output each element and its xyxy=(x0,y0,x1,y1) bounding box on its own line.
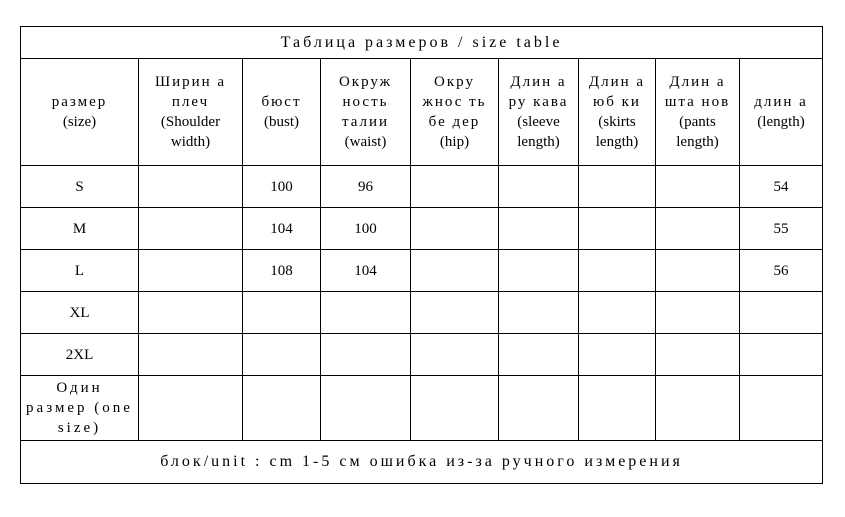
header-label-ru: длин а xyxy=(754,94,808,110)
header-label-ru: Длин а шта нов xyxy=(664,74,731,110)
value-cell xyxy=(411,376,499,441)
value-cell xyxy=(740,376,823,441)
value-cell xyxy=(321,334,411,376)
header-cell xyxy=(656,59,740,166)
value-cell xyxy=(579,208,656,250)
value-cell xyxy=(499,292,579,334)
table-row xyxy=(21,166,823,208)
header-label-en: (waist) xyxy=(344,134,387,150)
value-cell xyxy=(740,292,823,334)
header-label-en: (pants length) xyxy=(676,114,719,150)
header-label-ru: Окру жнос ть бе дер xyxy=(422,74,487,130)
value-cell xyxy=(579,292,656,334)
header-cell xyxy=(499,59,579,166)
value-cell xyxy=(411,334,499,376)
table-row xyxy=(21,292,823,334)
header-label-en: (size) xyxy=(62,114,97,130)
header-label-en: (bust) xyxy=(264,114,299,130)
value-cell xyxy=(579,334,656,376)
value-cell xyxy=(656,334,740,376)
value-cell xyxy=(499,376,579,441)
value-cell xyxy=(740,334,823,376)
value-cell xyxy=(656,250,740,292)
header-label-ru: Ширин а плеч xyxy=(154,74,227,110)
value-cell xyxy=(139,166,243,208)
table-row xyxy=(21,250,823,292)
header-label-ru: размер xyxy=(51,94,108,110)
value-cell xyxy=(656,376,740,441)
size-cell: Один размер (one size) xyxy=(21,376,139,441)
value-cell: 56 xyxy=(740,250,823,292)
value-cell xyxy=(656,208,740,250)
size-cell: S xyxy=(21,166,139,208)
table-row xyxy=(21,334,823,376)
value-cell: 108 xyxy=(243,250,321,292)
value-cell: 104 xyxy=(243,208,321,250)
value-cell: 100 xyxy=(243,166,321,208)
header-label-ru: Длин а ру кава xyxy=(508,74,569,110)
value-cell xyxy=(499,250,579,292)
value-cell xyxy=(579,166,656,208)
size-cell: M xyxy=(21,208,139,250)
value-cell xyxy=(243,292,321,334)
value-cell xyxy=(579,250,656,292)
header-row xyxy=(21,59,823,166)
value-cell xyxy=(411,208,499,250)
value-cell xyxy=(139,334,243,376)
value-cell xyxy=(139,376,243,441)
value-cell xyxy=(139,250,243,292)
header-label-en: (hip) xyxy=(439,134,470,150)
value-cell xyxy=(499,166,579,208)
value-cell xyxy=(243,376,321,441)
header-cell xyxy=(321,59,411,166)
header-label-en: (Shoulder width) xyxy=(160,114,221,150)
header-cell xyxy=(579,59,656,166)
header-label-en: (sleeve length) xyxy=(517,114,560,150)
value-cell: 104 xyxy=(321,250,411,292)
value-cell xyxy=(656,292,740,334)
footer-row xyxy=(21,441,823,484)
title-row xyxy=(21,27,823,59)
header-cell xyxy=(139,59,243,166)
value-cell xyxy=(321,376,411,441)
size-cell: L xyxy=(21,250,139,292)
header-cell xyxy=(411,59,499,166)
value-cell xyxy=(499,208,579,250)
unit-note: блок/unit : cm 1-5 см ошибка из-за ручного измерения xyxy=(21,441,823,484)
header-label-ru: Длин а юб ки xyxy=(588,74,646,110)
size-chart xyxy=(20,26,822,492)
value-cell xyxy=(579,376,656,441)
header-cell xyxy=(243,59,321,166)
header-label-ru: бюст xyxy=(261,94,302,110)
value-cell xyxy=(321,292,411,334)
value-cell xyxy=(656,166,740,208)
value-cell: 100 xyxy=(321,208,411,250)
header-cell xyxy=(740,59,823,166)
value-cell xyxy=(243,334,321,376)
value-cell xyxy=(139,292,243,334)
table-row xyxy=(21,208,823,250)
header-label-ru: Окруж ность талии xyxy=(338,74,393,130)
size-cell: XL xyxy=(21,292,139,334)
size-cell: 2XL xyxy=(21,334,139,376)
size-table xyxy=(20,26,823,484)
header-cell xyxy=(21,59,139,166)
header-label-en: (length) xyxy=(757,114,805,130)
value-cell xyxy=(499,334,579,376)
value-cell: 55 xyxy=(740,208,823,250)
value-cell: 96 xyxy=(321,166,411,208)
value-cell xyxy=(139,208,243,250)
table-row xyxy=(21,376,823,441)
table-title: Таблица размеров / size table xyxy=(21,27,823,59)
value-cell xyxy=(411,166,499,208)
header-label-en: (skirts length) xyxy=(595,114,639,150)
value-cell xyxy=(411,250,499,292)
value-cell xyxy=(411,292,499,334)
value-cell: 54 xyxy=(740,166,823,208)
